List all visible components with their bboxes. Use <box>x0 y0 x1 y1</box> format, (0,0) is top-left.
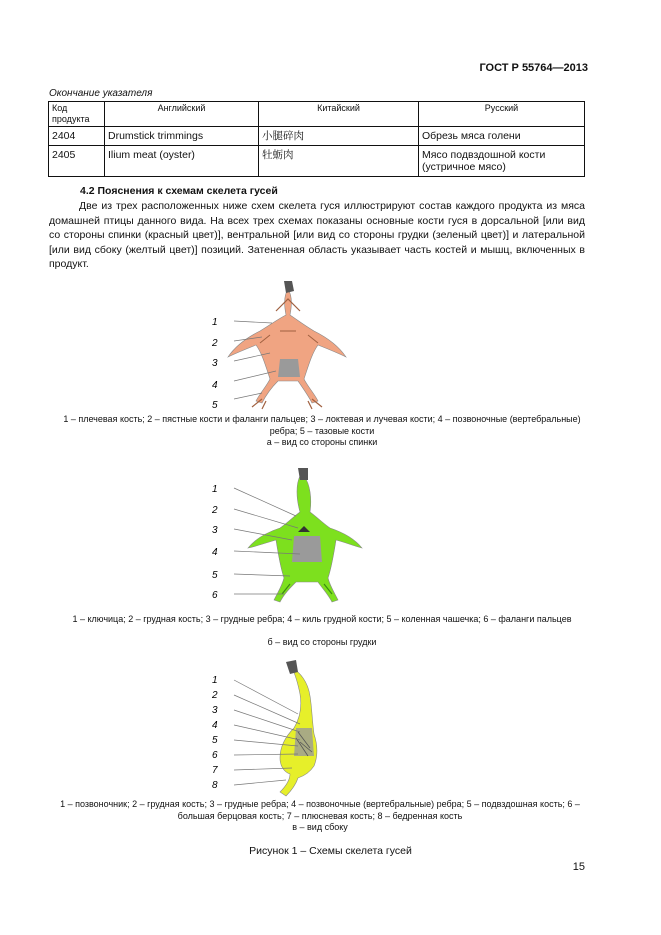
bird-body <box>280 660 317 796</box>
label-number: 2 <box>212 505 218 516</box>
column-header: Код продукта <box>49 102 105 127</box>
label-number: 3 <box>212 705 218 716</box>
label-number: 4 <box>212 720 218 731</box>
figure-b-legend: 1 – ключица; 2 – грудная кость; 3 – грудные ребра; 4 – киль грудной кости; 5 – коленная чашечка; 6 – фаланги пальцев <box>72 614 572 624</box>
cell-english: Ilium meat (oyster) <box>105 146 259 177</box>
label-number: 5 <box>212 735 218 746</box>
cell-english: Drumstick trimmings <box>105 127 259 146</box>
label-number: 4 <box>212 380 218 391</box>
cell-chinese: 牡蛎肉 <box>259 146 419 177</box>
figure-caption: Рисунок 1 – Схемы скелета гусей <box>249 845 412 857</box>
label-number: 2 <box>212 338 218 349</box>
cell-chinese: 小腿碎肉 <box>259 127 419 146</box>
section-title: 4.2 Пояснения к схемам скелета гусей <box>80 185 278 197</box>
figure-a-legend: 1 – плечевая кость; 2 – пястные кости и фаланги пальцев; 3 – локтевая и лучевая кости; 4 – позвоночные (вертебральные) ребра; 5 – тазовые кости <box>63 414 581 436</box>
label-number: 5 <box>212 400 218 411</box>
cell-russian: Обрезь мяса голени <box>419 127 585 146</box>
index-table <box>48 101 585 177</box>
page-number: 15 <box>572 861 585 873</box>
figure-c-legend: 1 – позвоночник; 2 – грудная кость; 3 – грудные ребра; 4 – позвоночные (вертебральные) ребра; 5 – подвздошная кость; 6 – большая берцовая кость; 7 – плюсневая кость; 8 – бедренная кость <box>60 799 580 821</box>
label-number: 7 <box>212 765 218 776</box>
bird-body <box>228 281 346 409</box>
standard-header: ГОСТ Р 55764—2013 <box>479 62 588 74</box>
label-number: 6 <box>212 590 218 601</box>
cell-code: 2404 <box>49 127 105 146</box>
label-number: 8 <box>212 780 218 791</box>
label-number: 1 <box>212 675 218 686</box>
label-number: 3 <box>212 358 218 369</box>
table-row <box>49 127 585 146</box>
label-number: 2 <box>212 690 218 701</box>
goose-skeleton-ventral <box>200 462 360 612</box>
figure-a-view: а – вид со стороны спинки <box>266 437 378 447</box>
label-number: 5 <box>212 570 218 581</box>
label-number: 6 <box>212 750 218 761</box>
cell-code: 2405 <box>49 146 105 177</box>
table-row <box>49 146 585 177</box>
label-number: 1 <box>212 484 218 495</box>
section-paragraph: Две из трех расположенных ниже схем скелета гуся иллюстрируют состав каждого продукта из мяса домашней птицы данного вида. На всех трех схемах показаны основные кости гуся в дорсальной [или вид со стороны спинки (красный цвет)], вентральной [или вид со стороны грудки (зеленый цвет)] и латеральной [или вид сбоку (желтый цвет)] позиций. Затененная область указывает часть костей и мышц, включенных в продукт. <box>49 200 585 271</box>
label-number: 3 <box>212 525 218 536</box>
column-header: Русский <box>419 102 585 127</box>
goose-skeleton-lateral <box>200 652 360 802</box>
column-header: Английский <box>105 102 259 127</box>
column-header: Китайский <box>259 102 419 127</box>
label-number: 1 <box>212 317 218 328</box>
goose-skeleton-dorsal <box>200 275 360 415</box>
label-number: 4 <box>212 547 218 558</box>
cell-russian: Мясо подвздошной кости (устричное мясо) <box>419 146 585 177</box>
figure-b-view: б – вид со стороны грудки <box>267 637 377 647</box>
figure-c-view: в – вид сбоку <box>292 822 348 832</box>
table-header-row <box>49 102 585 127</box>
table-caption: Окончание указателя <box>49 88 153 99</box>
